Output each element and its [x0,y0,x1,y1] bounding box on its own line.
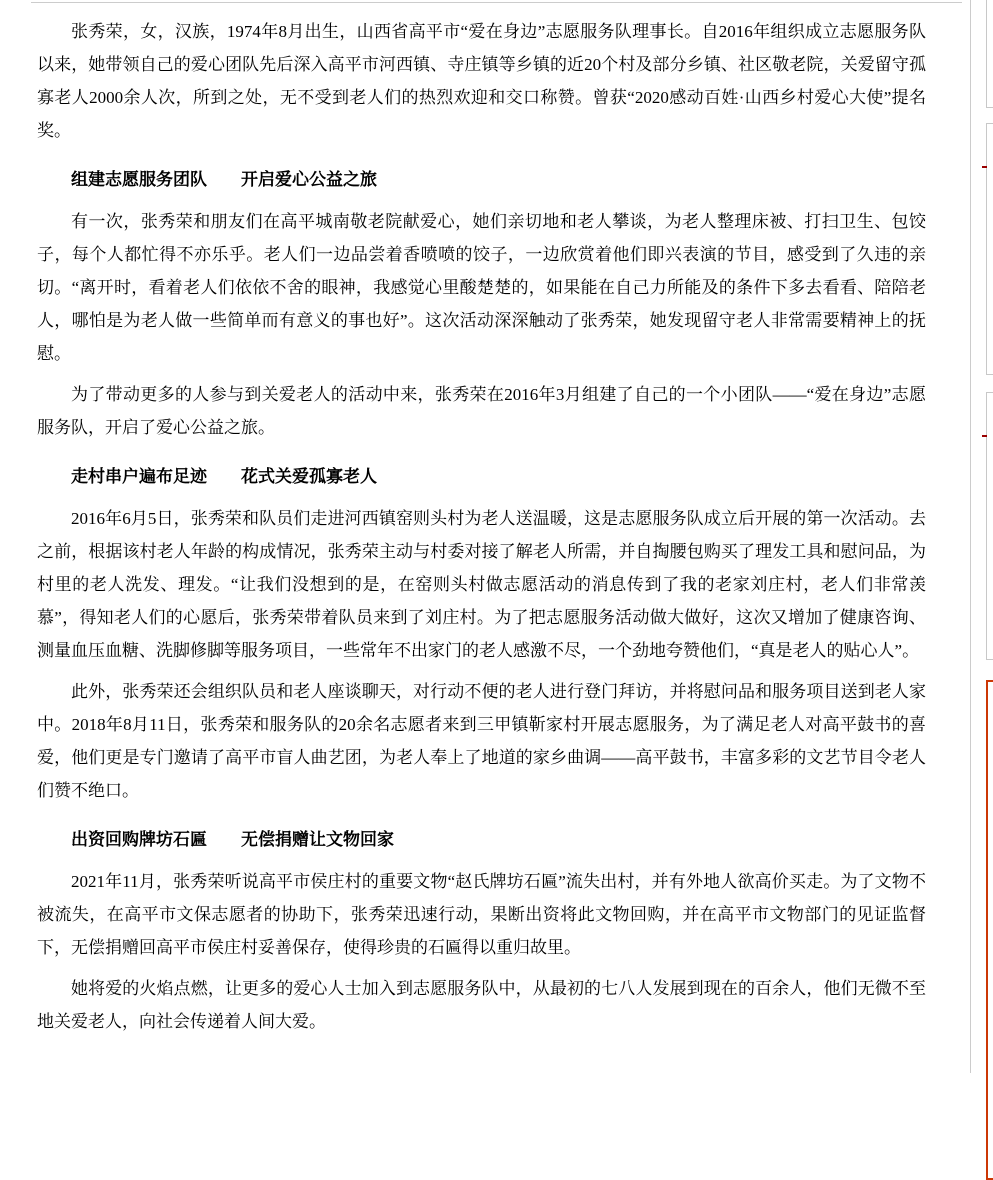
red-dash-marker-2 [982,435,987,437]
right-edge-cropped-panel-highlighted [986,680,993,1180]
right-edge-cropped-panel-1 [986,0,993,108]
article-paragraph: 为了带动更多的人参与到关爱老人的活动中来，张秀荣在2016年3月组建了自己的一个小团队——“爱在身边”志愿服务队，开启了爱心公益之旅。 [37,385,926,437]
red-dash-marker-1 [982,166,987,168]
right-edge-cropped-panel-2 [986,123,993,375]
article-paragraph: 她将爱的火焰点燃，让更多的爱心人士加入到志愿服务队中，从最初的七八人发展到现在的百余人，他们无微不至地关爱老人，向社会传递着人间大爱。 [37,979,926,1031]
content-right-rule [970,0,971,1073]
section-heading: 出资回购牌坊石匾 无偿捐赠让文物回家 [71,830,394,849]
article-paragraph: 2021年11月，张秀荣听说高平市侯庄村的重要文物“赵氏牌坊石匾”流失出村，并有外地人欲高价买走。为了文物不被流失，在高平市文保志愿者的协助下，张秀荣迅速行动，果断出资将此文物回购，并在高平市文物部门的见证监督下，无偿捐赠回高平市侯庄村妥善保存，使得珍贵的石匾得以重归故里。 [37,872,926,957]
article-paragraph: 2016年6月5日，张秀荣和队员们走进河西镇窑则头村为老人送温暖，这是志愿服务队成立后开展的第一次活动。去之前，根据该村老人年龄的构成情况，张秀荣主动与村委对接了解老人所需，并自掏腰包购买了理发工具和慰问品，为村里的老人洗发、理发。“让我们没想到的是，在窑则头村做志愿活动的消息传到了我的老家刘庄村，老人们非常羡慕”，得知老人们的心愿后，张秀荣带着队员来到了刘庄村。为了把志愿服务活动做大做好，这次又增加了健康咨询、测量血压血糖、洗脚修脚等服务项目，一些常年不出家门的老人感激不尽，一个劲地夸赞他们，“真是老人的贴心人”。 [37,509,926,660]
right-edge-cropped-panel-3 [986,392,993,660]
article-paragraph: 此外，张秀荣还会组织队员和老人座谈聊天，对行动不便的老人进行登门拜访，并将慰问品和服务项目送到老人家中。2018年8月11日，张秀荣和服务队的20余名志愿者来到三甲镇靳家村开展志愿服务，为了满足老人对高平鼓书的喜爱，他们更是专门邀请了高平市盲人曲艺团，为老人奉上了地道的家乡曲调——高平鼓书，丰富多彩的文艺节目令老人们赞不绝口。 [37,682,926,800]
article [0,3,970,1046]
article-paragraph: 张秀荣，女，汉族，1974年8月出生，山西省高平市“爱在身边”志愿服务队理事长。自2016年组织成立志愿服务队以来，她带领自己的爱心团队先后深入高平市河西镇、寺庄镇等乡镇的近20个村及部分乡镇、社区敬老院，关爱留守孤寡老人2000余人次，所到之处，无不受到老人们的热烈欢迎和交口称赞。曾获“2020感动百姓·山西乡村爱心大使”提名奖。 [37,22,926,140]
section-heading: 组建志愿服务团队 开启爱心公益之旅 [71,170,377,189]
article-paragraph: 有一次，张秀荣和朋友们在高平城南敬老院献爱心，她们亲切地和老人攀谈，为老人整理床被、打扫卫生、包饺子，每个人都忙得不亦乐乎。老人们一边品尝着香喷喷的饺子，一边欣赏着他们即兴表演的节目，感受到了久违的亲切。“离开时，看着老人们依依不舍的眼神，我感觉心里酸楚楚的，如果能在自己力所能及的条件下多去看看、陪陪老人，哪怕是为老人做一些简单而有意义的事也好”。这次活动深深触动了张秀荣，她发现留守老人非常需要精神上的抚慰。 [37,212,926,363]
section-heading: 走村串户遍布足迹 花式关爱孤寡老人 [71,467,377,486]
